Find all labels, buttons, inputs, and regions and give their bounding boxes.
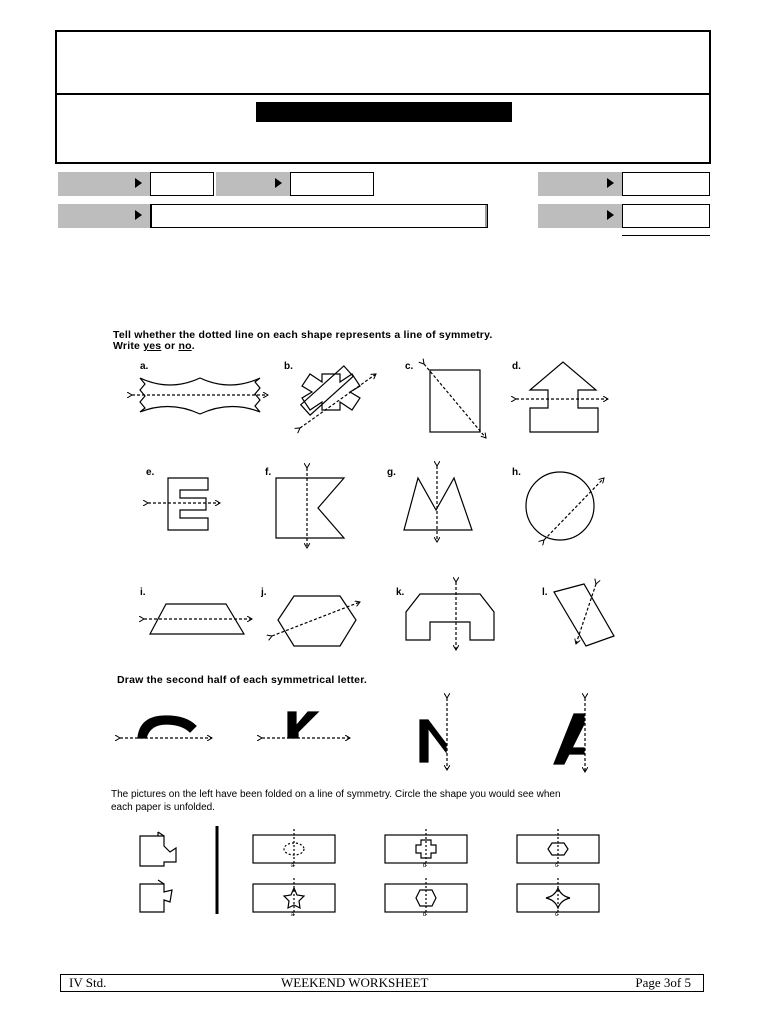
- shape-l-tilted-rect: [554, 584, 614, 646]
- option-label-a: a: [291, 863, 295, 869]
- half-letter-c: [120, 716, 212, 738]
- shape-h-circle: [526, 472, 604, 540]
- q1-or: or: [161, 340, 179, 352]
- shape-label-i: i.: [140, 587, 146, 598]
- shape-k-arch: [406, 582, 494, 650]
- shape-i-trapezoid: [144, 604, 252, 634]
- shape-label-b: b.: [284, 361, 293, 372]
- q1-no: no: [178, 340, 192, 352]
- shape-label-c: c.: [405, 361, 414, 372]
- option-label-b: b: [423, 863, 427, 869]
- q1-write: Write: [113, 340, 144, 352]
- option-row1-b[interactable]: [385, 829, 467, 866]
- option-row1-a[interactable]: [253, 829, 335, 866]
- q1-yes: yes: [143, 340, 162, 352]
- shape-label-d: d.: [512, 361, 521, 372]
- shape-label-g: g.: [387, 467, 396, 478]
- footer-page-number: Page 3of 5: [635, 975, 691, 990]
- page-footer: [60, 974, 704, 992]
- shape-label-k: k.: [396, 587, 405, 598]
- q1-end: .: [191, 340, 195, 352]
- option-row2-a[interactable]: [253, 878, 335, 915]
- q3-instruction: The pictures on the left have been folded on a line of symmetry. Circle the shape you would see when: [111, 789, 561, 800]
- shape-label-j: j.: [261, 587, 267, 598]
- shape-f-letter: [276, 468, 344, 548]
- shape-label-e: e.: [146, 467, 155, 478]
- folded-paper-1: [140, 832, 176, 866]
- shape-label-f: f.: [265, 467, 272, 478]
- option-label-c-2: c: [555, 912, 558, 918]
- q2-instruction: Draw the second half of each symmetrical letter.: [117, 674, 368, 686]
- option-row2-b[interactable]: [385, 878, 467, 915]
- shape-e-letter: [148, 478, 220, 530]
- shape-label-l: l.: [542, 587, 548, 598]
- shape-b-asterisk: [300, 366, 376, 428]
- shape-label-a: a.: [140, 361, 149, 372]
- shape-c-rectangle: [424, 364, 486, 438]
- shape-d-arrow: [516, 362, 608, 432]
- footer-grade: IV Std.: [69, 975, 107, 990]
- shape-j-hexagon: [272, 596, 360, 646]
- q1-instruction: Tell whether the dotted line on each shape represents a line of symmetry.: [113, 329, 493, 341]
- half-letter-n: [420, 698, 447, 770]
- half-letter-k: [262, 712, 350, 738]
- option-label-c: c: [555, 863, 558, 869]
- shape-label-h: h.: [512, 467, 521, 478]
- shape-g-letter: [404, 466, 472, 542]
- folded-paper-2: [140, 880, 172, 912]
- option-row2-c[interactable]: [517, 878, 599, 915]
- q3-instruction-line2: each paper is unfolded.: [111, 802, 215, 813]
- half-letter-a: [554, 698, 585, 772]
- option-label-a-2: a: [291, 912, 295, 918]
- shape-a-candy: [132, 378, 268, 414]
- option-row1-c[interactable]: [517, 829, 599, 866]
- option-label-b-2: b: [423, 912, 427, 918]
- footer-title: WEEKEND WORKSHEET: [281, 975, 429, 990]
